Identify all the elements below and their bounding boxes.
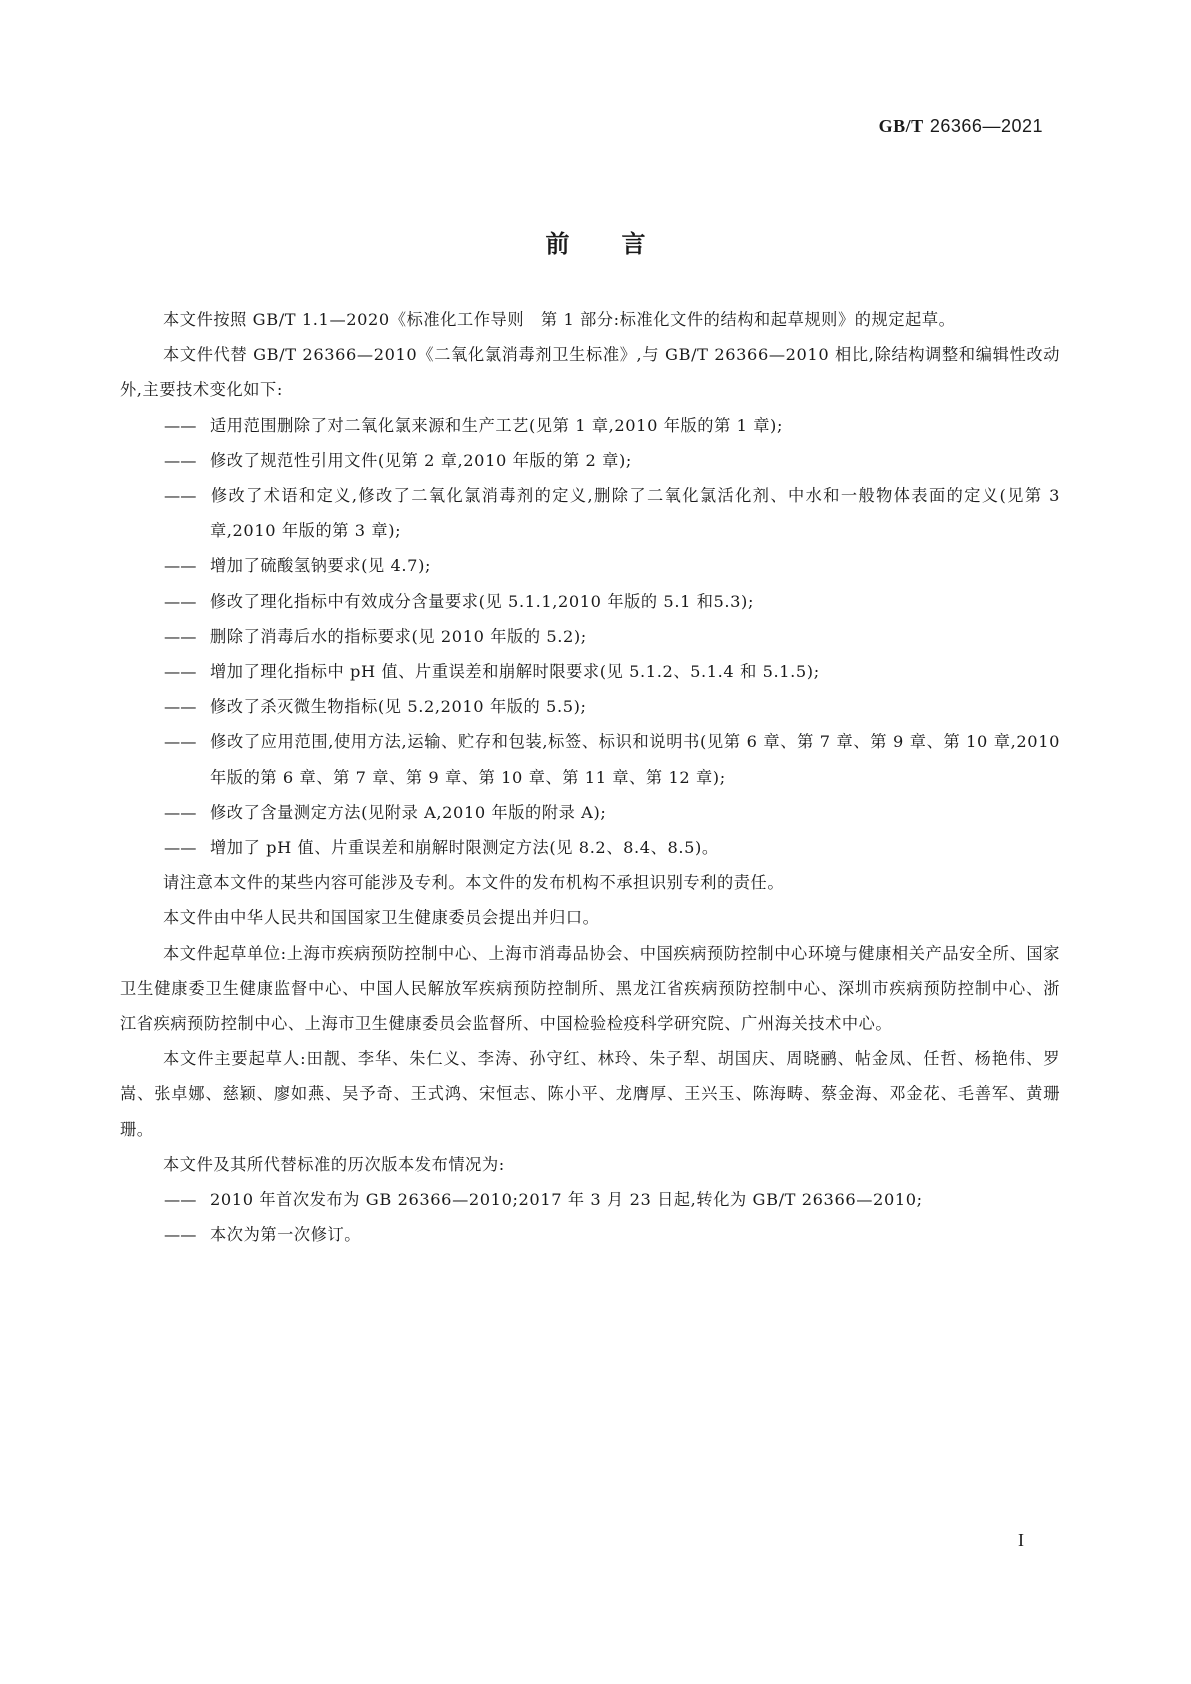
change-item: —— 删除了消毒后水的指标要求(见 2010 年版的 5.2); [120,619,1060,654]
change-item: —— 修改了规范性引用文件(见第 2 章,2010 年版的第 2 章); [120,443,1060,478]
history-item: —— 2010 年首次发布为 GB 26366—2010;2017 年 3 月 23 日起,转化为 GB/T 26366—2010; [120,1182,1060,1217]
standard-prefix: GB/T [878,116,924,136]
change-item: —— 修改了杀灭微生物指标(见 5.2,2010 年版的 5.5); [120,689,1060,724]
dash-marker: —— [164,556,197,576]
paragraph-drafters: 本文件主要起草人:田靓、李华、朱仁义、李涛、孙守红、林玲、朱子犁、胡国庆、周晓鹂、帖金凤、任哲、杨艳伟、罗嵩、张卓娜、慈颖、廖如燕、吴予奇、王式鸿、宋恒志、陈小平、龙膺厚、王兴玉、陈海畴、蔡金海、邓金花、毛善军、黄珊珊。 [120,1049,1060,1139]
standard-code [879,116,1043,137]
dash-marker: —— [164,732,197,752]
paragraph-drafting-units: 本文件起草单位:上海市疾病预防控制中心、上海市消毒品协会、中国疾病预防控制中心环境与健康相关产品安全所、国家卫生健康委卫生健康监督中心、中国人民解放军疾病预防控制所、黑龙江省疾病预防控制中心、深圳市疾病预防控制中心、浙江省疾病预防控制中心、上海市卫生健康委员会监督所、中国检验检疫科学研究院、广州海关技术中心。 [120,943,1060,1034]
standard-number: 26366—2021 [929,116,1043,136]
page-title: 前言 [545,230,698,258]
history-item: —— 本次为第一次修订。 [120,1217,1060,1252]
dash-marker: —— [164,486,197,506]
change-item: —— 修改了术语和定义,修改了二氧化氯消毒剂的定义,删除了二氧化氯活化剂、中水和一般物体表面的定义(见第 3 章,2010 年版的第 3 章); [120,478,1060,548]
dash-marker: —— [164,1225,197,1245]
paragraph-history: 本文件及其所代替标准的历次版本发布情况为: [163,1154,505,1174]
change-item: —— 修改了应用范围,使用方法,运输、贮存和包装,标签、标识和说明书(见第 6 章、第 7 章、第 9 章、第 10 章,2010 年版的第 6 章、第 7 章、第 9 章、第 10 章、第 11 章、第 12 章); [120,724,1060,794]
change-item: —— 增加了 pH 值、片重误差和崩解时限测定方法(见 8.2、8.4、8.5)。 [120,830,1060,865]
paragraph-patent-notice: 请注意本文件的某些内容可能涉及专利。本文件的发布机构不承担识别专利的责任。 [163,873,785,893]
dash-marker: —— [164,697,197,717]
foreword-body [120,302,1060,1252]
dash-marker: —— [164,450,197,470]
paragraph-replacement: 本文件代替 GB/T 26366—2010《二氧化氯消毒剂卫生标准》,与 GB/T 26366—2010 相比,除结构调整和编辑性改动外,主要技术变化如下: [120,345,1060,400]
change-item: —— 增加了理化指标中 pH 值、片重误差和崩解时限要求(见 5.1.2、5.1.4 和 5.1.5); [120,654,1060,689]
dash-marker: —— [164,662,197,682]
paragraph-proposer: 本文件由中华人民共和国国家卫生健康委员会提出并归口。 [163,908,600,928]
change-item: —— 增加了硫酸氢钠要求(见 4.7); [120,548,1060,583]
dash-marker: —— [164,802,197,822]
dash-marker: —— [164,1190,197,1210]
change-item: —— 适用范围删除了对二氧化氯来源和生产工艺(见第 1 章,2010 年版的第 1 章); [120,408,1060,443]
dash-marker: —— [164,591,197,611]
page-number: I [1018,1530,1024,1550]
dash-marker: —— [164,415,197,435]
paragraph-drafting-rules: 本文件按照 GB/T 1.1—2020《标准化工作导则 第 1 部分:标准化文件的结构和起草规则》的规定起草。 [163,310,956,329]
change-item: —— 修改了理化指标中有效成分含量要求(见 5.1.1,2010 年版的 5.1 和5.3); [120,584,1060,619]
dash-marker: —— [164,838,197,858]
dash-marker: —— [164,626,197,646]
change-item: —— 修改了含量测定方法(见附录 A,2010 年版的附录 A); [120,795,1060,830]
